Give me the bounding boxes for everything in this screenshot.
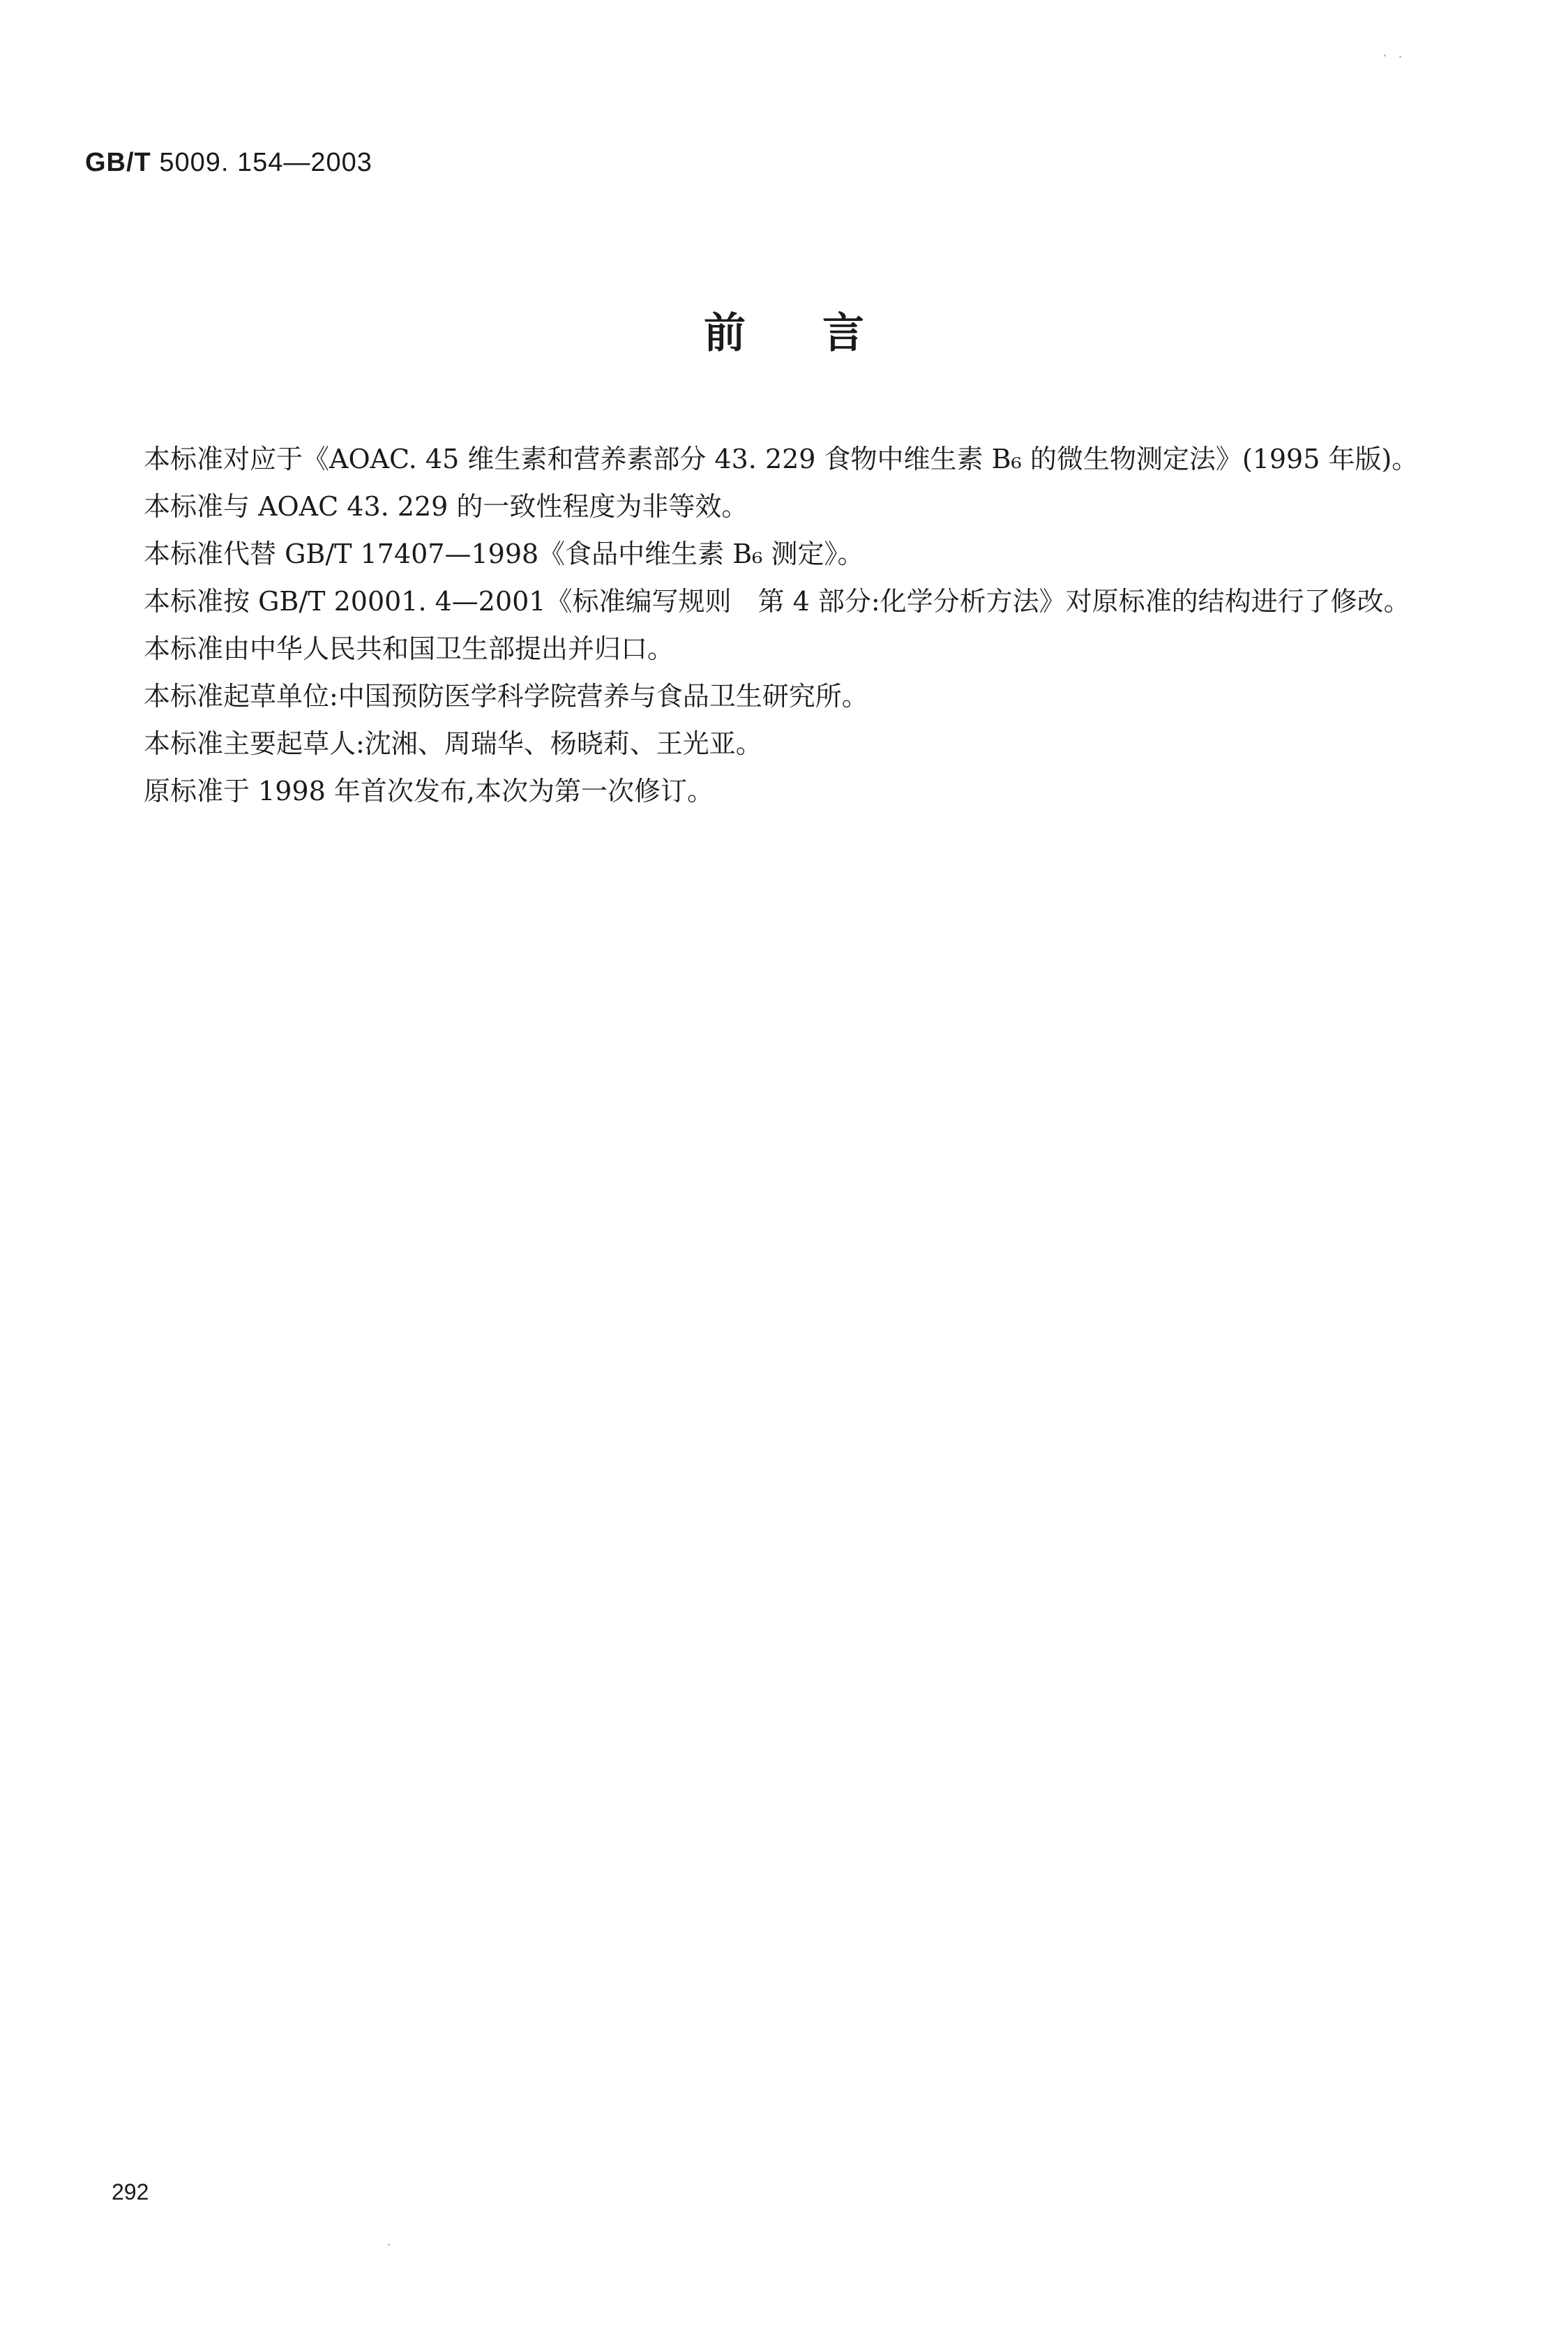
foreword-paragraph: 本标准代替 GB/T 17407—1998《食品中维生素 B₆ 测定》。 <box>144 539 864 569</box>
foreword-paragraph: 本标准起草单位:中国预防医学科学院营养与食品卫生研究所。 <box>144 681 868 712</box>
standard-code <box>85 148 372 178</box>
foreword-body <box>82 435 1458 815</box>
foreword-paragraph: 本标准对应于《AOAC. 45 维生素和营养素部分 43. 229 食物中维生素 B₆ 的微生物测定法》(1995 年版)。 <box>144 444 1419 474</box>
scan-speck <box>1384 54 1386 57</box>
foreword-paragraph: 原标准于 1998 年首次发布,本次为第一次修订。 <box>144 776 714 806</box>
page-title: 前言 <box>704 309 941 358</box>
page-number: 292 <box>112 2179 149 2204</box>
foreword-paragraph: 本标准按 GB/T 20001. 4—2001《标准编写规则 第 4 部分:化学分析方法》对原标准的结构进行了修改。 <box>144 586 1410 617</box>
foreword-paragraph: 本标准与 AOAC 43. 229 的一致性程度为非等效。 <box>144 491 748 522</box>
standard-number: 5009. 154—2003 <box>151 148 372 177</box>
foreword-paragraph: 本标准由中华人民共和国卫生部提出并归口。 <box>144 633 674 664</box>
foreword-paragraph: 本标准主要起草人:沈湘、周瑞华、杨晓莉、王光亚。 <box>144 728 762 759</box>
scan-speck <box>1399 56 1401 58</box>
standard-prefix: GB/T <box>85 148 151 177</box>
scan-speck <box>388 2244 390 2246</box>
